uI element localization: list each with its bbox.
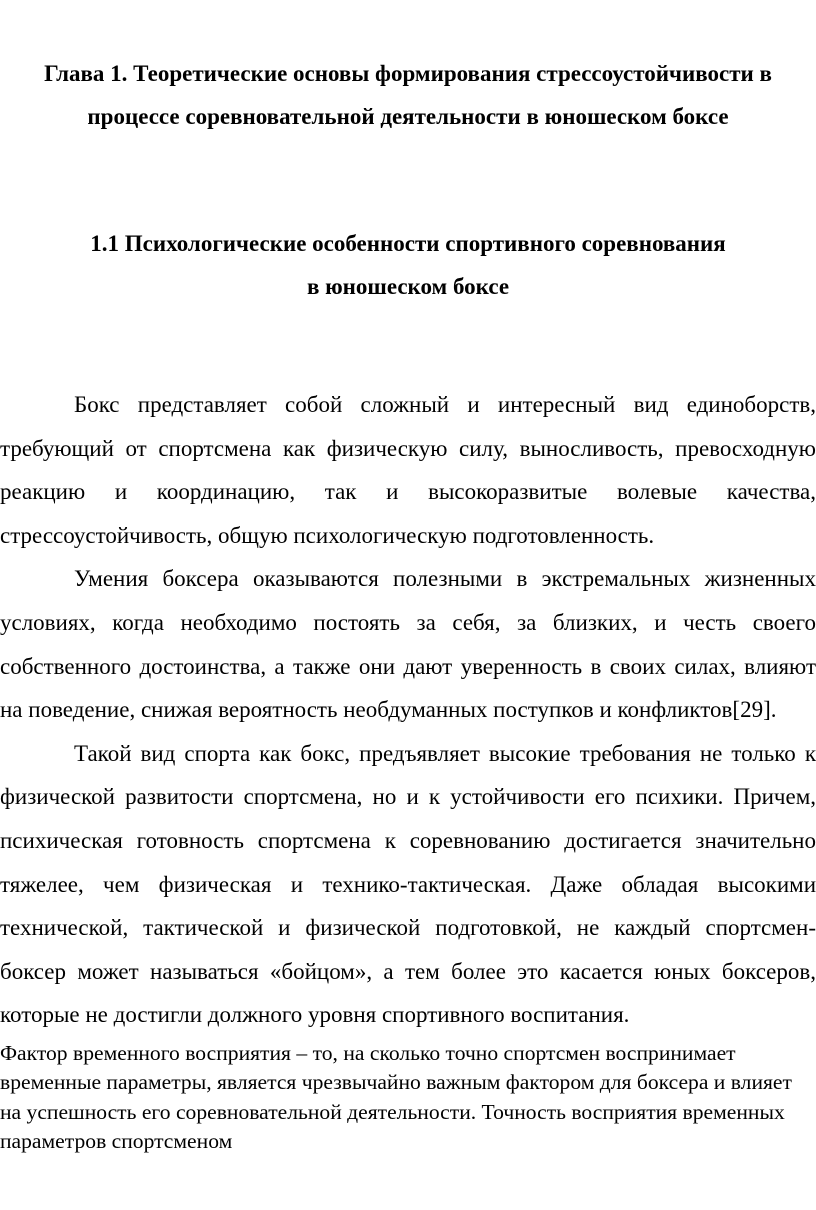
paragraph: Умения боксера оказываются полезными в экстремальных жизненных условиях, когда необходимо постоять за себя, за близких, и честь своего собственного достоинства, а также они дают уверенность в своих силах, влияют на поведение, снижая вероятность необдуманных поступков и конфликтов[29]. — [0, 566, 816, 723]
paragraph: Фактор временного восприятия – то, на сколько точно спортсмен воспринимает временные параметры, является чрезвычайно важным фактором для боксера и влияет на успешность его соревновательной деятельности. Точность восприятия временных параметров спортсменом — [0, 1040, 792, 1154]
section-title: 1.1 Психологические особенности спортивного соревнования в юношеском боксе — [90, 231, 726, 299]
document-body — [0, 383, 816, 1157]
chapter-title: Глава 1. Теоретические основы формирования стрессоустойчивости в процессе соревновательной деятельности в юношеском боксе — [44, 61, 772, 129]
paragraph: Бокс представляет собой сложный и интересный вид единоборств, требующий от спортсмена как физическую силу, выносливость, превосходную реакцию и координацию, так и высокоразвитые волевые качества, стрессоустойчивость, общую психологическую подготовленность. — [0, 392, 816, 548]
paragraph: Такой вид спорта как бокс, предъявляет высокие требования не только к физической развитости спортсмена, но и к устойчивости его психики. Причем, психическая готовность спортсмена к соревнованию достигается значительно тяжелее, чем физическая и технико-тактическая. Даже обладая высокими технической, тактической и физической подготовкой, не каждый спортсмен-боксер может называться «бойцом», а тем более это касается юных боксеров, которые не достигли должного уровня спортивного воспитания. — [0, 740, 816, 1028]
